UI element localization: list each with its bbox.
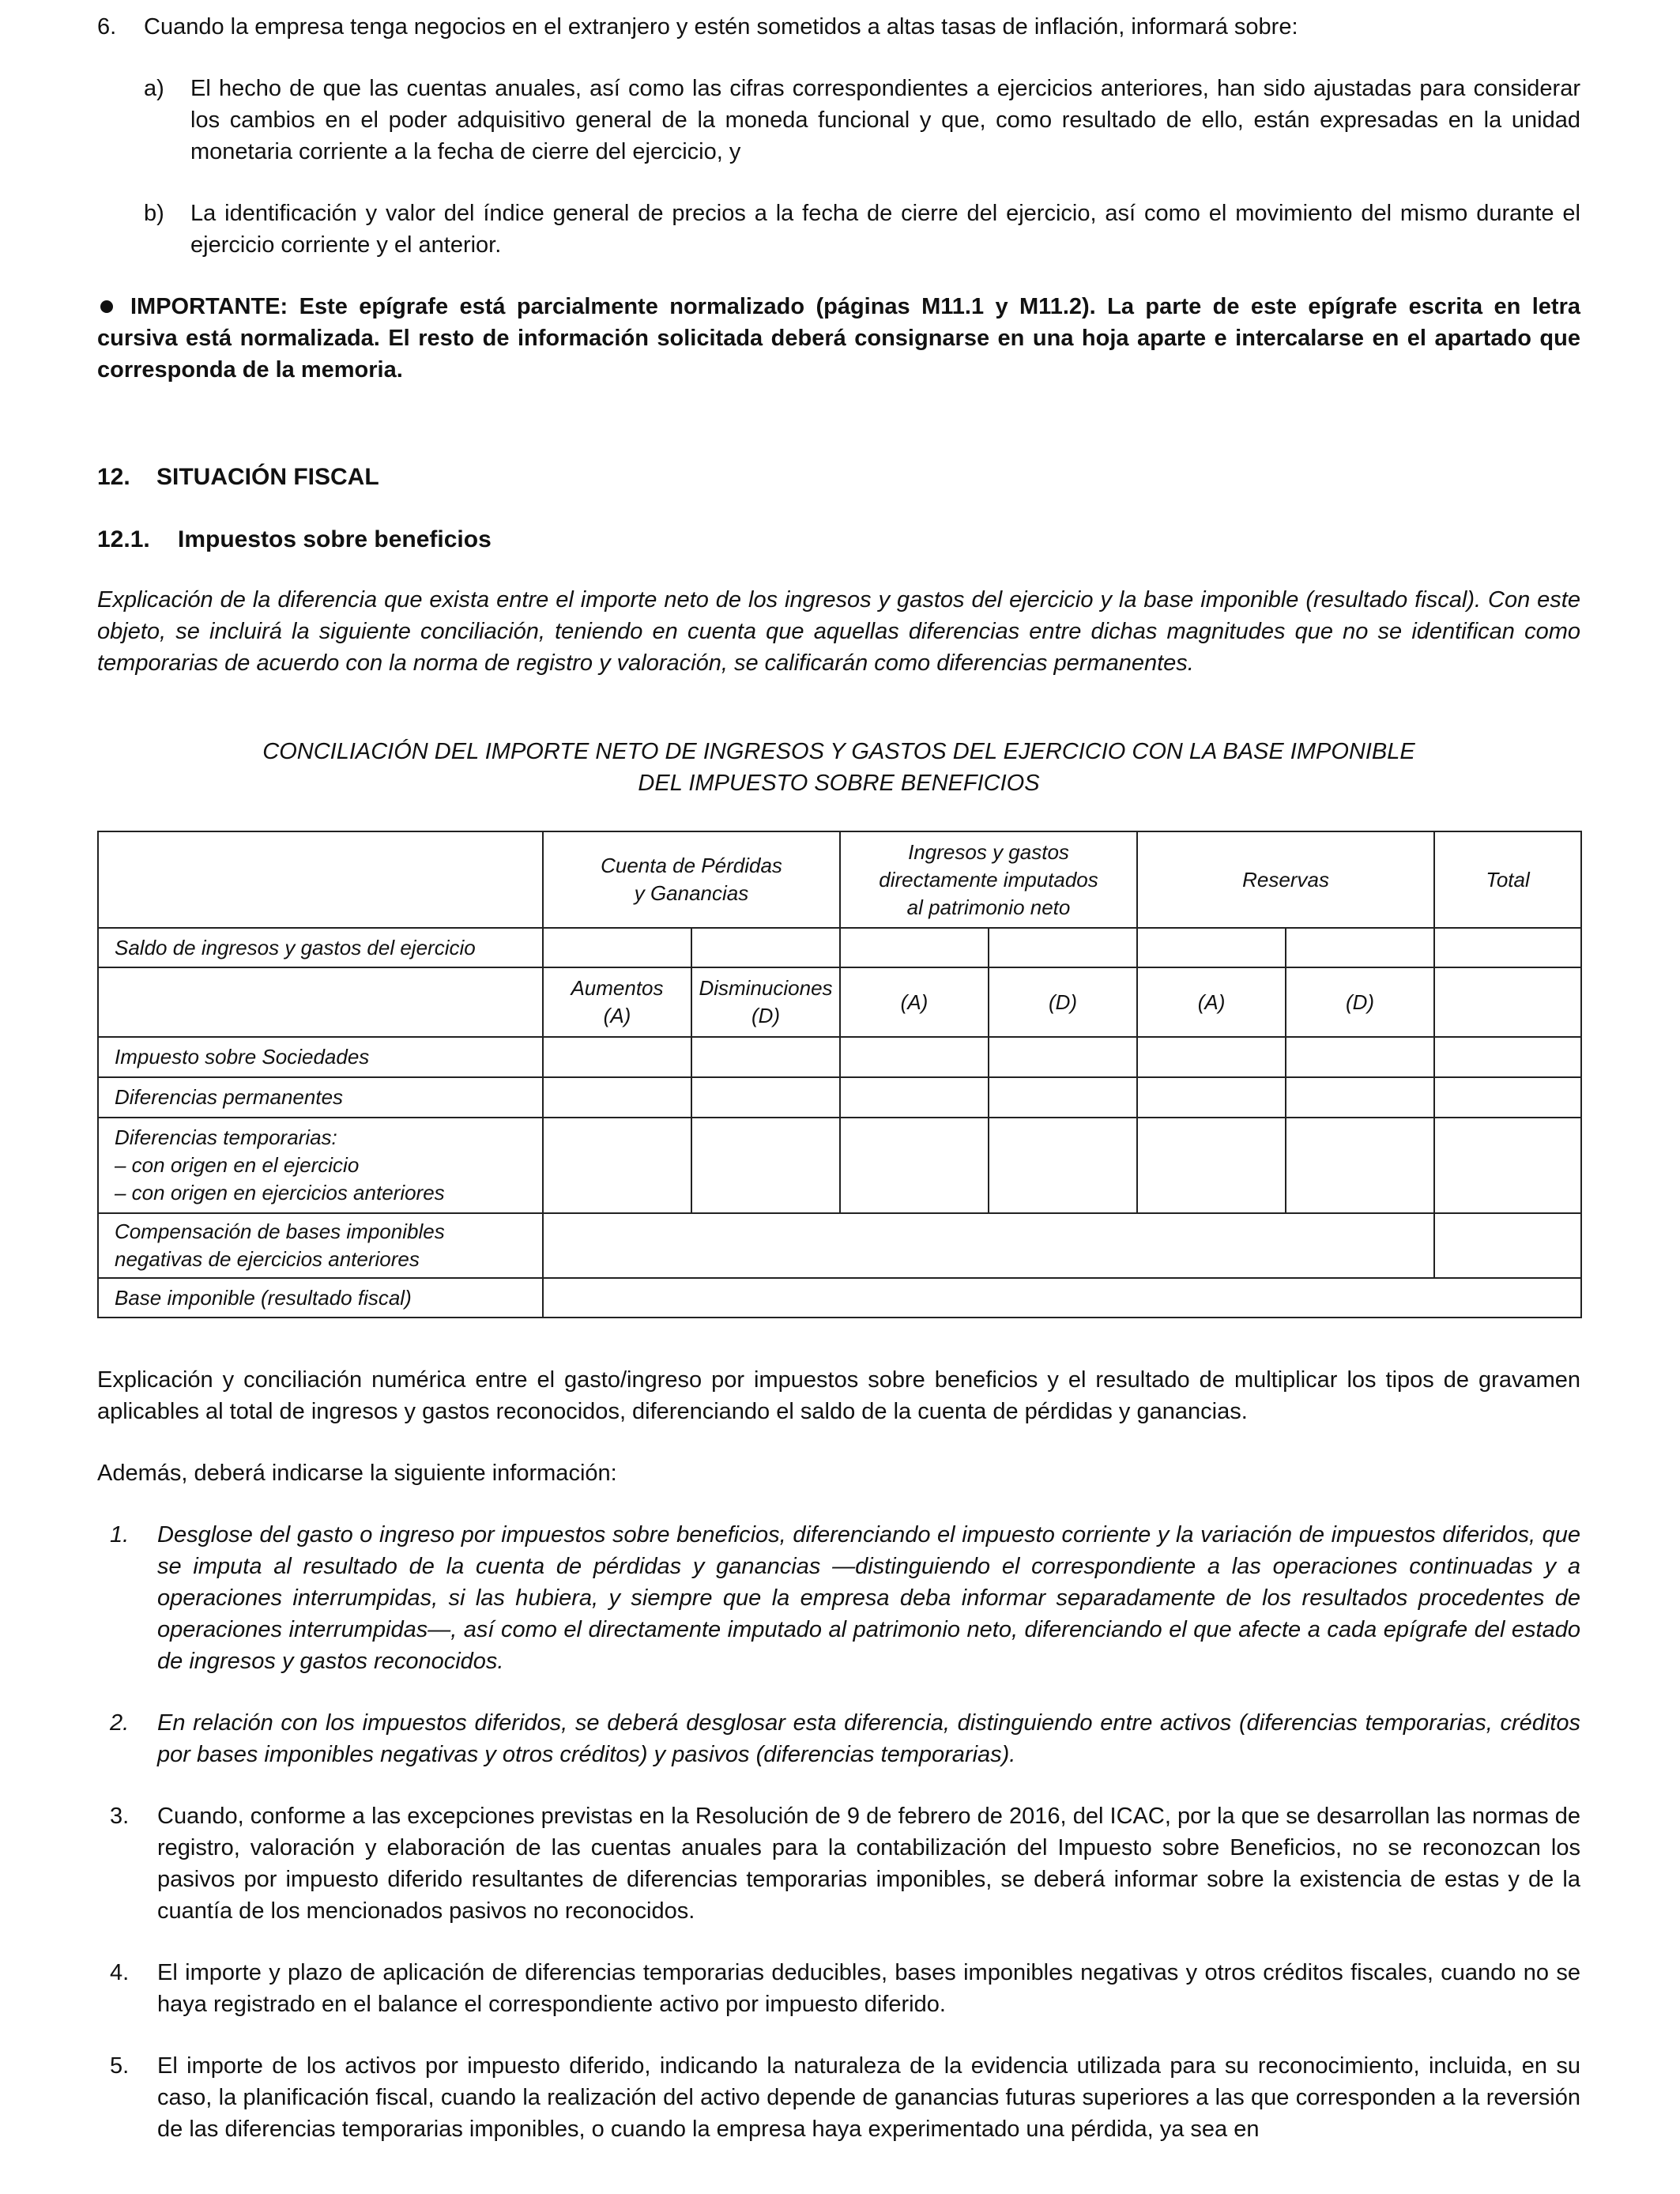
section-12-1-heading — [97, 524, 1580, 556]
row-impuesto-label: Impuesto sobre Sociedades — [98, 1037, 543, 1077]
merged-input-cell — [543, 1213, 1434, 1278]
input-cell — [691, 1118, 840, 1213]
input-cell — [840, 1118, 989, 1213]
row-temporarias-label: Diferencias temporarias: – con origen en el ejercicio – con origen en ejercicios anteriores — [98, 1118, 543, 1213]
table-header-row — [98, 831, 1581, 928]
table-title-line-1: CONCILIACIÓN DEL IMPORTE NETO DE INGRESOS Y GASTOS DEL EJERCICIO CON LA BASE IMPONIBLE — [262, 739, 1415, 764]
input-cell — [1434, 1213, 1581, 1278]
row-saldo — [98, 928, 1581, 967]
list-item: 1. Desglose del gasto o ingreso por impuestos sobre beneficios, diferenciando el impuesto corriente y la variación de impuestos diferidos, que se imputa al resultado de la cuenta de pérdidas y ganancias —distinguiendo el correspondiente a las operaciones continuadas y a operaciones interrumpidas, si las hubiera, y siempre que la empresa deba informar separadamente de los resultados procedentes de operaciones interrumpidas—, así como el directamente imputado al patrimonio neto, diferenciando el que afecte a cada epígrafe del estado de ingresos y gastos reconocidos. — [110, 1522, 1580, 1674]
row-permanentes-label: Diferencias permanentes — [98, 1077, 543, 1118]
important-note — [97, 291, 1580, 386]
input-cell — [1434, 1037, 1581, 1077]
input-cell — [1137, 928, 1286, 967]
input-cell — [1434, 928, 1581, 967]
item-6a-letter: a) — [144, 76, 164, 101]
section-12-1-title: Impuestos sobre beneficios — [178, 526, 492, 552]
section-12-heading — [97, 462, 1580, 493]
input-cell — [989, 1077, 1137, 1118]
row-temporarias — [98, 1118, 1581, 1213]
input-cell — [989, 928, 1137, 967]
header-ingresos-gastos: Ingresos y gastos directamente imputados al patrimonio neto — [840, 831, 1137, 928]
list-item: 3. Cuando, conforme a las excepciones previstas en la Resolución de 9 de febrero de 2016, del ICAC, por la que se desarrollan las normas de registro, valoración y elaboración de las cuentas anuales para la contabilización del Impuesto sobre Beneficios, no se reconozcan los pasivos por impuesto diferido resultantes de diferencias temporarias imponibles, se deberá informar sobre la existencia de estas y de la cuantía de los mencionados pasivos no reconocidos. — [110, 1804, 1580, 1924]
row-compensacion-label: Compensación de bases imponibles negativas de ejercicios anteriores — [98, 1213, 543, 1278]
input-cell — [691, 1037, 840, 1077]
item-6a-text: El hecho de que las cuentas anuales, así como las cifras correspondientes a ejercicios anteriores, han sido ajustadas para considerar los cambios en el poder adquisitivo general de la moneda funcional y que, como resultado de ello, están expresadas en la unidad monetaria corriente a la fecha de cierre del ejercicio, y — [190, 76, 1580, 164]
input-cell — [543, 1077, 691, 1118]
input-cell — [1434, 1118, 1581, 1213]
ademas-paragraph: Además, deberá indicarse la siguiente información: — [97, 1461, 617, 1486]
bullet-icon — [100, 300, 113, 313]
header-total: Total — [1434, 831, 1581, 928]
row-impuesto — [98, 1037, 1581, 1077]
input-cell — [691, 1077, 840, 1118]
subheader-disminuciones: Disminuciones (D) — [691, 967, 840, 1037]
list-item: 5. El importe de los activos por impuesto diferido, indicando la naturaleza de la evidencia utilizada para su reconocimiento, incluida, en su caso, la planificación fiscal, cuando la realización del activo depende de ganancias futuras superiores a las que corresponden a la reversión de las diferencias temporarias imponibles, o cuando la empresa haya experimentado una pérdida, ya sea en — [110, 2053, 1580, 2142]
row-compensacion — [98, 1213, 1581, 1278]
input-cell — [691, 928, 840, 967]
document-page — [97, 11, 1580, 2145]
subheader-a: (A) — [840, 967, 989, 1037]
subheader-d: (D) — [1286, 967, 1434, 1037]
item-6-number: 6. — [97, 14, 117, 40]
input-cell — [1137, 1118, 1286, 1213]
merged-input-cell — [543, 1278, 1581, 1318]
explanation-paragraph: Explicación y conciliación numérica entre el gasto/ingreso por impuestos sobre beneficios y el resultado de multiplicar los tipos de gravamen aplicables al total de ingresos y gastos reconocidos, diferenciando el saldo de la cuenta de pérdidas y ganancias. — [97, 1367, 1580, 1424]
input-cell — [1286, 1037, 1434, 1077]
list-item: 4. El importe y plazo de aplicación de diferencias temporarias deducibles, bases imponibles negativas y otros créditos fiscales, cuando no se haya registrado en el balance el correspondiente activo por impuesto diferido. — [110, 1960, 1580, 2017]
input-cell — [840, 1037, 989, 1077]
header-pyg: Cuenta de Pérdidas y Ganancias — [543, 831, 840, 928]
input-cell — [840, 1077, 989, 1118]
row-subheaders — [98, 967, 1581, 1037]
header-reservas: Reservas — [1137, 831, 1434, 928]
item-6b — [97, 198, 1580, 261]
input-cell — [1286, 1077, 1434, 1118]
row-base-label: Base imponible (resultado fiscal) — [98, 1278, 543, 1318]
input-cell — [543, 1037, 691, 1077]
empty-total-cell — [1434, 967, 1581, 1037]
item-6b-text: La identificación y valor del índice general de precios a la fecha de cierre del ejercicio, así como el movimiento del mismo durante el ejercicio corriente y el anterior. — [190, 201, 1580, 258]
row-saldo-label: Saldo de ingresos y gastos del ejercicio — [98, 928, 543, 967]
input-cell — [1137, 1077, 1286, 1118]
input-cell — [1286, 928, 1434, 967]
table-title-line-2: DEL IMPUESTO SOBRE BENEFICIOS — [638, 771, 1040, 796]
item-6 — [97, 11, 1580, 43]
subheader-d: (D) — [989, 967, 1137, 1037]
important-text: IMPORTANTE: Este epígrafe está parcialmente normalizado (páginas M11.1 y M11.2). La parte de este epígrafe escrita en letra cursiva está normalizada. El resto de información solicitada deberá consignarse en una hoja aparte e intercalarse en el apartado que corresponda de la memoria. — [97, 294, 1580, 383]
row-permanentes — [98, 1077, 1581, 1118]
list-item: 2. En relación con los impuestos diferidos, se deberá desglosar esta diferencia, distinguiendo entre activos (diferencias temporarias, créditos por bases imponibles negativas y otros créditos) y pasivos (diferencias temporarias). — [110, 1710, 1580, 1767]
section-12-number: 12. — [97, 464, 130, 490]
subheader-a: (A) — [1137, 967, 1286, 1037]
empty-label-cell — [98, 967, 543, 1037]
section-12-1-intro: Explicación de la diferencia que exista entre el importe neto de los ingresos y gastos del ejercicio y la base imponible (resultado fiscal). Con este objeto, se incluirá la siguiente conciliación, teniendo en cuenta que aquellas diferencias entre dichas magnitudes que no se identifican como temporarias de acuerdo con la norma de registro y valoración, se calificarán como diferencias permanentes. — [97, 587, 1580, 676]
input-cell — [543, 1118, 691, 1213]
item-6a — [97, 73, 1580, 168]
input-cell — [1286, 1118, 1434, 1213]
empty-corner-cell — [98, 831, 543, 928]
item-6-text: Cuando la empresa tenga negocios en el extranjero y estén sometidos a altas tasas de inflación, informará sobre: — [144, 14, 1298, 40]
subheader-aumentos: Aumentos (A) — [543, 967, 691, 1037]
table-title — [97, 736, 1580, 799]
reconciliation-table — [97, 831, 1582, 1318]
section-12-title: SITUACIÓN FISCAL — [156, 464, 379, 490]
row-base — [98, 1278, 1581, 1318]
input-cell — [1434, 1077, 1581, 1118]
input-cell — [840, 928, 989, 967]
input-cell — [989, 1118, 1137, 1213]
input-cell — [543, 928, 691, 967]
input-cell — [989, 1037, 1137, 1077]
section-12-1-number: 12.1. — [97, 526, 150, 552]
input-cell — [1137, 1037, 1286, 1077]
item-6b-letter: b) — [144, 201, 164, 226]
